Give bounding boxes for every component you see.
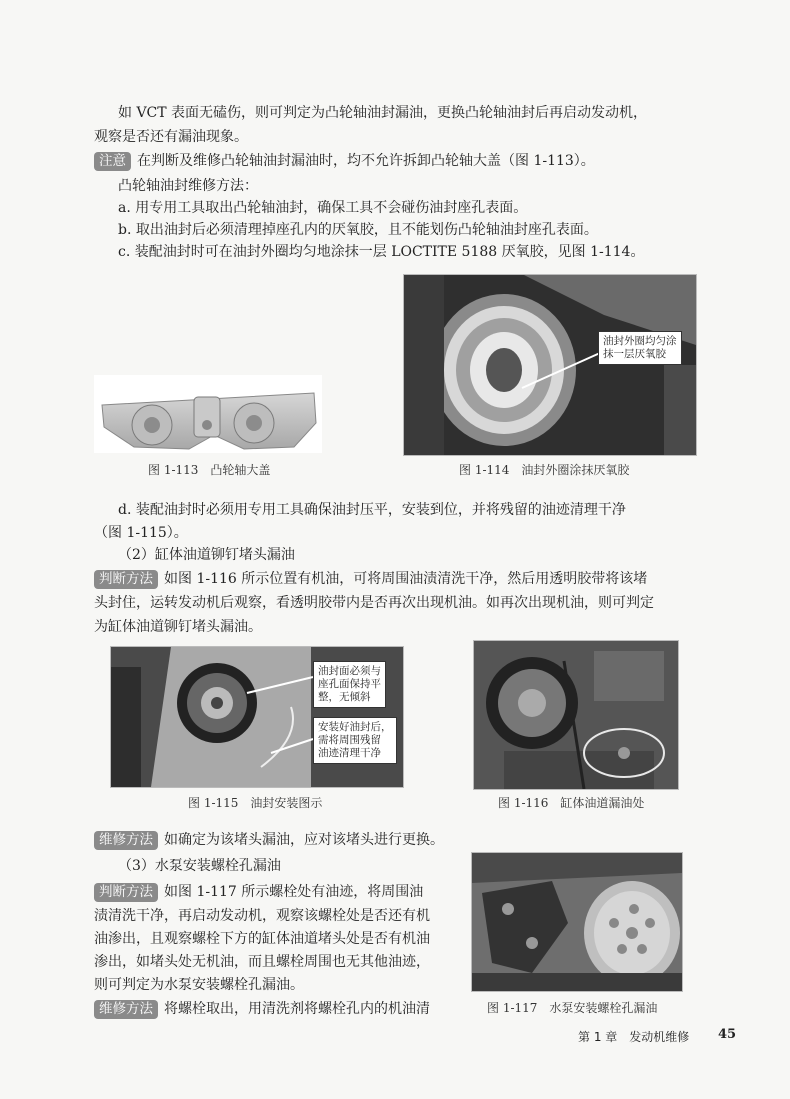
figure-115-callout-1 bbox=[313, 661, 386, 708]
figure-116-block-leak bbox=[473, 640, 679, 790]
figure-115-callout-1-line-1: 油封面必须与 bbox=[318, 665, 381, 677]
judge-2-text-1: 如图 1-117 所示螺栓处有油迹，将周围油 bbox=[164, 884, 424, 900]
step-c: c. 装配油封时可在油封外圈均匀地涂抹一层 LOCTITE 5188 厌氧胶，见图 1-114。 bbox=[118, 244, 645, 260]
figure-115-callout-1-line-3: 整，无倾斜 bbox=[318, 691, 371, 703]
method-title: 凸轮轴油封维修方法： bbox=[118, 178, 258, 194]
step-d-line-1: d. 装配油封时必须用专用工具确保油封压平，安装到位，并将残留的油迹清理干净 bbox=[118, 502, 626, 518]
figure-115-seal-install bbox=[110, 646, 404, 788]
note-line bbox=[94, 151, 595, 171]
judge-tag-1: 判断方法 bbox=[94, 570, 158, 589]
figure-116-caption: 图 1-116 缸体油道漏油处 bbox=[498, 796, 645, 810]
step-d-line-2: （图 1-115）。 bbox=[94, 525, 188, 541]
figure-115-callout-1-line-2: 座孔面保持平 bbox=[318, 678, 381, 690]
figure-115-callout-2-line-2: 需将周围残留 bbox=[318, 734, 381, 746]
judge-2-line-3: 油渗出，且观察螺栓下方的缸体油道堵头处是否有机油 bbox=[94, 931, 430, 947]
repair-1-text: 如确定为该堵头漏油，应对该堵头进行更换。 bbox=[164, 832, 444, 848]
repair-tag-1: 维修方法 bbox=[94, 831, 158, 850]
page-number: 45 bbox=[718, 1027, 737, 1042]
judge-1-line-1 bbox=[94, 569, 647, 589]
figure-115-callout-2-line-1: 安装好油封后， bbox=[318, 721, 392, 733]
figure-114-callout-line-1: 油封外圈均匀涂 bbox=[603, 335, 677, 347]
judge-1-text-1: 如图 1-116 所示位置有机油，可将周围油渍清洗干净，然后用透明胶带将该堵 bbox=[164, 571, 648, 587]
step-b: b. 取出油封后必须清理掉座孔内的厌氧胶，且不能划伤凸轮轴油封座孔表面。 bbox=[118, 222, 598, 238]
figure-114-caption: 图 1-114 油封外圈涂抹厌氧胶 bbox=[459, 463, 630, 477]
note-text: 在判断及维修凸轮轴油封漏油时，均不允许拆卸凸轮轴大盖（图 1-113）。 bbox=[137, 153, 595, 169]
repair-2-line bbox=[94, 999, 430, 1019]
intro-line-1: 如 VCT 表面无磕伤，则可判定为凸轮轴油封漏油，更换凸轮轴油封后再启动发动机， bbox=[118, 105, 648, 121]
figure-117-pump-bolt bbox=[471, 852, 683, 992]
figure-117-caption: 图 1-117 水泵安装螺栓孔漏油 bbox=[487, 1001, 658, 1015]
figure-113-camshaft-cover bbox=[94, 375, 322, 453]
figure-115-callout-2 bbox=[313, 717, 397, 764]
repair-1-line bbox=[94, 830, 444, 850]
intro-line-2: 观察是否还有漏油现象。 bbox=[94, 129, 248, 145]
repair-tag-2: 维修方法 bbox=[94, 1000, 158, 1019]
judge-tag-2: 判断方法 bbox=[94, 883, 158, 902]
section-2-title: （2）缸体油道铆钉堵头漏油 bbox=[118, 547, 295, 563]
figure-114-oil-seal bbox=[403, 274, 697, 456]
figure-115-caption: 图 1-115 油封安装图示 bbox=[188, 796, 323, 810]
judge-1-line-3: 为缸体油道铆钉堵头漏油。 bbox=[94, 619, 262, 635]
figure-114-callout bbox=[598, 331, 682, 365]
note-tag: 注意 bbox=[94, 152, 131, 171]
figure-115-callout-2-line-3: 油迹清理干净 bbox=[318, 747, 381, 759]
step-a: a. 用专用工具取出凸轮轴油封，确保工具不会碰伤油封座孔表面。 bbox=[118, 200, 528, 216]
judge-2-line-1 bbox=[94, 882, 423, 902]
judge-1-line-2: 头封住，运转发动机后观察，看透明胶带内是否再次出现机油。如再次出现机油，则可判定 bbox=[94, 595, 654, 611]
judge-2-line-5: 则可判定为水泵安装螺栓孔漏油。 bbox=[94, 977, 304, 993]
figure-113-caption: 图 1-113 凸轮轴大盖 bbox=[148, 463, 271, 477]
figure-114-callout-line-2: 抹一层厌氧胶 bbox=[603, 348, 666, 360]
section-3-title: （3）水泵安装螺栓孔漏油 bbox=[118, 858, 281, 874]
repair-2-text: 将螺栓取出，用清洗剂将螺栓孔内的机油清 bbox=[164, 1001, 430, 1017]
footer-chapter: 第 1 章 发动机维修 bbox=[578, 1030, 690, 1044]
judge-2-line-4: 渗出，如堵头处无机油，而且螺栓周围也无其他油迹， bbox=[94, 954, 430, 970]
judge-2-line-2: 渍清洗干净，再启动发动机，观察该螺栓处是否还有机 bbox=[94, 908, 430, 924]
